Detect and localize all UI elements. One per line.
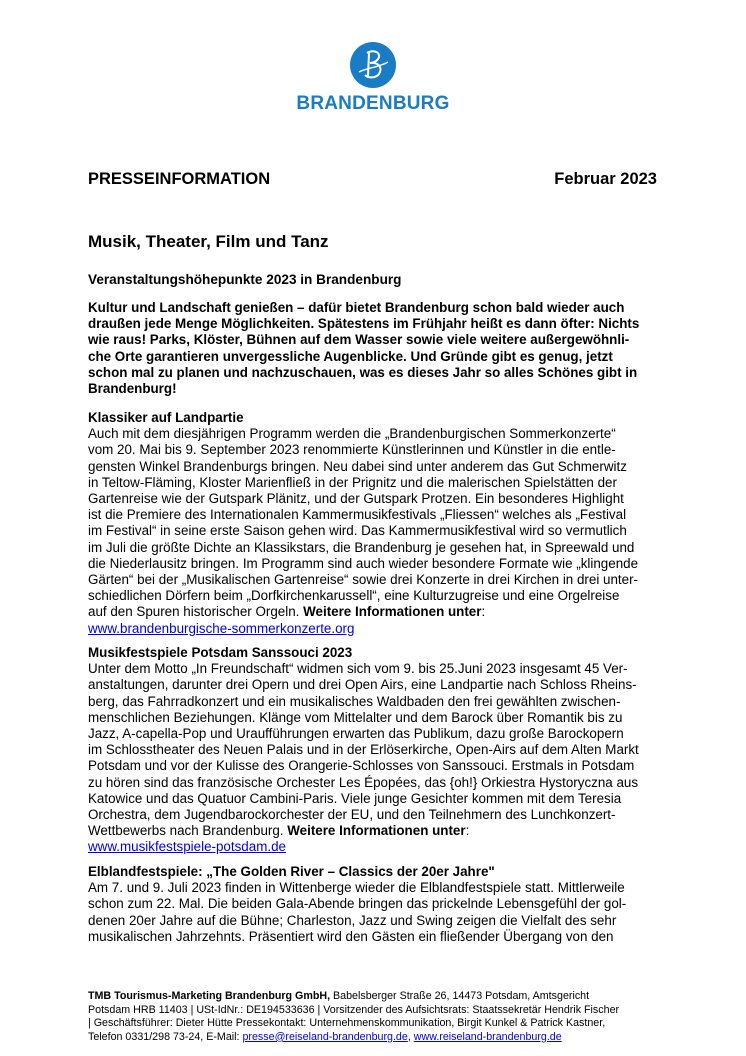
footer-address: Babelsberger Straße 26, 14473 Potsdam, Amtsgericht (330, 990, 590, 1002)
body-line: Gärten“ bei der „Musikalischen Gartenreise“ sowie drei Konzerte in drei Kirchen in drei unter- (88, 572, 639, 588)
body-line: schiedlichen Dörfern beim „Dorfkirchenkarussell“, eine Kulturzugreise und eine Orgelreise (88, 588, 620, 604)
section-klassiker (88, 410, 638, 637)
body-line: in Teltow-Fläming, Kloster Marienfließ in der Prignitz und die malerischen Spielstätten der (88, 474, 617, 490)
body-line: vom 20. Mai bis 9. September 2023 renommierte Künstlerinnen und Künstler in die entle- (88, 442, 616, 458)
body-line: zu hören sind das französische Orchester Les Épopées, das {oh!} Orkiestra Hystoryczna aus (88, 774, 639, 790)
intro-line: schon mal zu planen und nachzuschauen, was es dieses Jahr so alles Schönes gibt in (88, 364, 638, 380)
intro-line: che Orte garantieren unvergessliche Augenblicke. Und Gründe gibt es genug, jetzt (88, 348, 613, 364)
page-subtitle: Veranstaltungshöhepunkte 2023 in Brandenburg (88, 272, 402, 287)
body-line: Auch mit dem diesjährigen Programm werden die „Brandenburgischen Sommerkonzerte“ (88, 426, 616, 442)
body-line: ist die Premiere des Internationalen Kammermusikfestivals „Fliessen“ welches als „Festival (88, 507, 627, 523)
body-line (88, 604, 638, 620)
intro-line: draußen jede Menge Möglichkeiten. Spätestens im Frühjahr heißt es dann öfter: Nichts (88, 316, 640, 332)
logo-wordmark: BRANDENBURG (296, 93, 450, 114)
press-date: Februar 2023 (554, 170, 657, 188)
body-line: musikalischen Jahrzehnts. Präsentiert wird den Gästen ein fließender Übergang von den (88, 928, 614, 944)
intro-paragraph (88, 300, 639, 397)
page-title: Musik, Theater, Film und Tanz (88, 232, 329, 251)
body-text: Wettbewerbs nach Brandenburg. (88, 823, 288, 839)
body-line: im Schlosstheater des Neuen Palais und in der Erlöserkirche, Open-Airs auf dem Alten Markt (88, 742, 639, 758)
body-line: im Festival“ in seine erste Saison gehen wird. Das Kammermusikfestival wird so vermutlich (88, 523, 627, 539)
section-link[interactable]: www.musikfestspiele-potsdam.de (88, 839, 286, 855)
body-line: die Niederlausitz bringen. Im Programm sind auch wieder besondere Formate wie „klingende (88, 555, 639, 571)
section-musikfestspiele (88, 645, 639, 856)
section-heading: Elblandfestspiele: „The Golden River – Classics der 20er Jahre" (88, 864, 495, 879)
section-elblandfestspiele (88, 864, 626, 945)
body-line: Orchestra, dem Jugendbarockorchester der EU, und den Teilnehmern des Lunchkonzert- (88, 807, 616, 823)
footer-phone: Telefon 0331/298 73-24, E-Mail: (88, 1030, 243, 1043)
more-info-label: Weitere Informationen unter (287, 823, 466, 839)
press-label: PRESSEINFORMATION (88, 170, 271, 188)
intro-line: wie raus! Parks, Klöster, Bühnen auf dem Wasser sowie viele weitere außergewöhnli- (88, 332, 630, 348)
body-line: denen 20er Jahre auf die Bühne; Charleston, Jazz und Swing zeigen die Vielfalt des sehr (88, 912, 617, 928)
more-info-label: Weitere Informationen unter (303, 604, 482, 620)
section-heading: Klassiker auf Landpartie (88, 410, 244, 425)
colon: : (465, 823, 470, 839)
section-link[interactable]: www.brandenburgische-sommerkonzerte.org (88, 620, 355, 636)
body-line: im Juli die größte Dichte an Klassikstars, die Brandenburg je gesehen hat, in Spreewald und (88, 539, 635, 555)
body-line: anstaltungen, darunter drei Opern und drei Open Airs, eine Landpartie nach Schloss Rheins- (88, 677, 637, 693)
intro-line: Kultur und Landschaft genießen – dafür bietet Brandenburg schon bald wieder auch (88, 300, 625, 315)
colon: : (481, 604, 486, 620)
footer-email-link[interactable]: presse@reiseland-brandenburg.de (242, 1030, 408, 1043)
brandenburg-logo (292, 42, 454, 115)
body-line: Potsdam und vor der Kulisse des Orangerie-Schlosses von Sanssouci. Erstmals in Potsdam (88, 758, 635, 774)
body-line: gensten Winkel Brandenburgs bringen. Neu dabei sind unter anderem das Gut Schmerwitz (88, 458, 627, 474)
body-line: Am 7. und 9. Juli 2023 finden in Wittenberge wieder die Elblandfestspiele statt. Mittlerweile (88, 880, 625, 896)
body-line: Katowice und das Quatuor Cambini-Paris. Viele junge Gesichter kommen mit dem Teresia (88, 790, 622, 806)
footer (88, 990, 619, 1044)
section-heading: Musikfestspiele Potsdam Sanssouci 2023 (88, 645, 353, 660)
logo-emblem-icon (350, 42, 396, 88)
footer-company: TMB Tourismus-Marketing Brandenburg GmbH, (88, 990, 331, 1002)
body-line: berg, das Fahrradkonzert und ein musikalisches Waldbaden den frei gewählten zwischen- (88, 693, 621, 709)
footer-registry: Potsdam HRB 11403 | USt-IdNr.: DE194533636 | Vorsitzender des Aufsichtsrats: Staatssekretär Hendrik Fischer (88, 1003, 620, 1016)
body-line: schon zum 22. Mal. Die beiden Gala-Abende bringen das prickelnde Lebensgefühl der gol- (88, 896, 627, 912)
footer-separator: , (407, 1030, 414, 1043)
body-line (88, 823, 639, 839)
body-line: Jazz, A-capella-Pop und Uraufführungen erwarten das Publikum, dazu große Barockopern (88, 726, 624, 742)
footer-contact: | Geschäftsführer: Dieter Hütte Pressekontakt: Unternehmenskommunikation, Birgit Kunkel & Patrick Kastner, (88, 1017, 606, 1030)
body-text: auf den Spuren historischer Orgeln. (88, 604, 304, 620)
footer-website-link[interactable]: www.reiseland-brandenburg.de (413, 1030, 562, 1043)
body-line: menschlichen Beziehungen. Klänge vom Mittelalter und dem Barock über Romantik bis zu (88, 709, 623, 725)
body-line: Gartenreise wie der Gutspark Plänitz, und der Gutspark Protzen. Ein besonderes Highlight (88, 491, 624, 507)
intro-line: Brandenburg! (88, 381, 177, 397)
body-line: Unter dem Motto „In Freundschaft“ widmen sich vom 9. bis 25.Juni 2023 insgesamt 45 Ver- (88, 661, 628, 677)
